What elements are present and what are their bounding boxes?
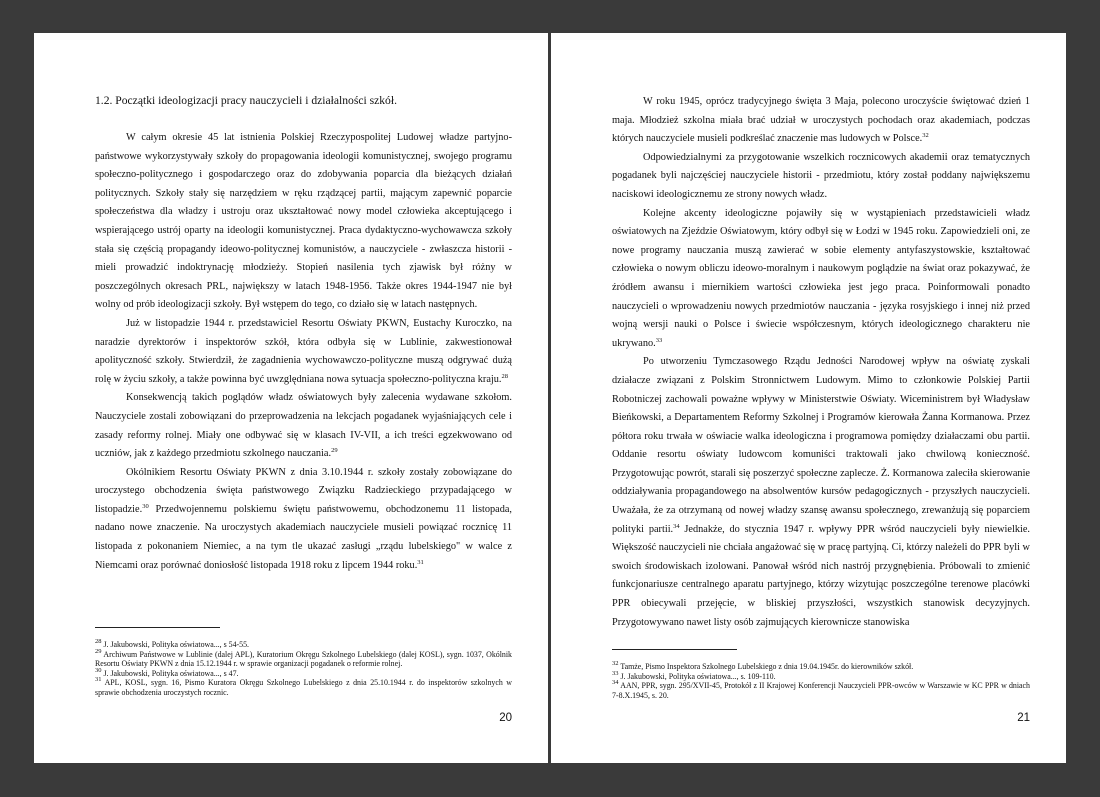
left-body-text	[95, 129, 512, 575]
paragraph: Odpowiedzialnymi za przygotowanie wszelkich rocznicowych akademii oraz tematycznych pogadanek byli najczęściej nauczyciele historii - przedmiotu, który został poddany największemu naciskowi ideologicznemu ze strony nowych władz.	[612, 151, 1030, 200]
footnote-ref[interactable]: 32	[922, 132, 929, 140]
page-number: 21	[1017, 712, 1030, 724]
right-body-text	[612, 93, 1030, 632]
paragraph: Konsekwencją takich poglądów władz oświatowych były zalecenia wydawane szkołom. Nauczyciele zostali zobowiązani do przeprowadzenia na lekcjach pogadanek wyjaśniających cele i zasady reformy rolnej. Miały one odbywać się w klasach IV-VII, a ich treści egzekwowano od uczniów, jak z każdego przedmiotu szkolnego nauczania.$^{29}$	[95, 392, 512, 460]
left-page	[34, 33, 548, 763]
section-heading: 1.2. Początki ideologizacji pracy nauczycieli i działalności szkół.	[95, 94, 397, 107]
paragraph: W roku 1945, oprócz tradycyjnego święta 3 Maja, polecono uroczyście świętować dzień 1 maja. Młodzież szkolna miała brać udział w uroczystych pochodach oraz akademiach, podczas których nauczyciele musieli podkreślać znaczenie mas ludowych w Polsce.$^{32}$	[612, 96, 1030, 145]
footnote: $^{34}$ AAN, PPR, sygn. 295/XVII-45, Protokół z II Krajowej Konferencji Nauczycieli PPR-owców w Warszawie w KC PPR w dniach 7-8.X.1945, s. 20.	[612, 679, 1030, 700]
paragraph: Okólnikiem Resortu Oświaty PKWN z dnia 3.10.1944 r. szkoły zostały zobowiązane do uroczystego obchodzenia święta państwowego Związku Radzieckiego przypadającego w listopadzie.$^{30}$ Przedwojennemu polskiemu świętu państwowemu, obchodzonemu 11 listopada, nadano nowe znaczenie. Na uroczystych akademiach nauczyciele musieli powiązać rocznicę 11 listopada z pokonaniem Niemiec, a na tym tle ukazać zasługi „rządu lubelskiego" w walce z Niemcami oraz porównać doniosłość listopada 1918 roku z lipcem 1944 roku.$^{31}$	[95, 466, 512, 571]
paragraph: W całym okresie 45 lat istnienia Polskiej Rzeczypospolitej Ludowej władze partyjno-państwowe wykorzystywały szkoły do propagowania ideologii komunistycznej, swojego programu społeczno-politycznego i gospodarczego oraz do zdobywania poparcia dla bieżących działań politycznych. Szkoły stały się narzędziem w ręku rządzącej partii, mającym zapewnić poparcie społeczeństwa dla władzy i ustroju oraz ukształtować nowy model człowieka akceptującego i wspierającego ustrój oparty na ideologii komunistycznej. Praca dydaktyczno-wychowawcza szkoły stała się częścią propagandy ideowo-politycznej komunistów, a nauczyciele - zwłaszcza historii - mieli prowadzić indoktrynację młodzieży. Stopień nasilenia tych zjawisk był różny w poszczególnych okresach PRL, największy w latach 1948-1956. Także okres 1944-1947 nie był wolny od prób ideologizacji szkoły. Był wstępem do tego, co działo się w latach następnych.	[95, 132, 512, 311]
right-footnotes	[612, 649, 1030, 700]
footnote: $^{32}$ Tamże, Pismo Inspektora Szkolnego Lubelskiego z dnia 19.04.1945r. do kierowników szkół.	[612, 660, 914, 671]
footnote: $^{29}$ Archiwum Państwowe w Lublinie (dalej APL), Kuratorium Okręgu Szkolnego Lubelskiego (dalej KOSL), sygn. 1037, Okólnik Resortu Oświaty PKWN z dnia 15.12.1944 r. w sprawie organizacji pogadanek o reformie rolnej.	[95, 647, 512, 669]
footnote-ref[interactable]: 34	[673, 522, 680, 530]
footnote-divider	[95, 627, 220, 628]
footnote: $^{31}$ APL, KOSL, sygn. 16, Pismo Kuratora Okręgu Szkolnego Lubelskiego z dnia 25.10.1944 r. do inspektorów szkolnych w sprawie obchodzenia uroczystych rocznic.	[95, 676, 512, 697]
right-page	[551, 33, 1066, 763]
footnote: $^{28}$ J. Jakubowski, Polityka oświatowa..., s 54-55.	[95, 638, 250, 649]
left-footnotes	[95, 627, 512, 698]
paragraph: Już w listopadzie 1944 r. przedstawiciel Resortu Oświaty PKWN, Eustachy Kuroczko, na naradzie dyrektorów i inspektorów szkół, która odbyła się w Lublinie, zakwestionował apolityczność szkoły. Stwierdził, że zagadnienia wychowawczo-polityczne muszą odgrywać dużą rolę w życiu szkoły, a także powinna być uwzględniana nowa sytuacja społeczno-polityczna kraju.$^{28}$	[95, 317, 512, 385]
footnote-ref[interactable]: 29	[331, 447, 338, 455]
footnote-ref[interactable]: 30	[142, 502, 149, 510]
footnote: $^{30}$ J. Jakubowski, Polityka oświatowa..., s 47.	[95, 666, 239, 678]
paragraph: Kolejne akcenty ideologiczne pojawiły się w wystąpieniach przedstawicieli władz oświatowych na Zjeździe Oświatowym, który odbył się w Łodzi w 1945 roku. Zapowiedzieli oni, ze nowe programy nauczania muszą zawierać w sobie elementy antyfaszystowskie, kształtować człowieka o nowym obliczu ideowo-moralnym i naukowym poglądzie na świat oraz pokazywać, że źródłem awansu i miernikiem wartości człowieka jest jego praca. Poinformowali ponadto nauczycieli o wprowadzeniu nowych przedmiotów nauczania - języka rosyjskiego i innej niż przed wojną wersji nauki o Polsce i świecie współczesnym, których ideologicznego charakteru nie ukrywano.$^{33}$	[612, 207, 1030, 349]
footnote-ref[interactable]: 31	[417, 558, 424, 566]
footnote-ref[interactable]: 28	[501, 372, 508, 380]
footnote-ref[interactable]: 33	[655, 336, 663, 344]
paragraph: Po utworzeniu Tymczasowego Rządu Jedności Narodowej wpływ na oświatę zyskali działacze związani z Polskim Stronnictwem Ludowym. Mimo to członkowie Polskiej Partii Robotniczej zachowali poważne wpływy w Ministerstwie Oświaty. Wiceministrem był Władysław Bieńkowski, a Departamentem Reformy Szkolnej i Programów kierowała Żanna Kormanowa. Przez półtora roku trwała w oświacie walka ideologiczna i programowa pomiędzy działaczami obu partii. Oddanie resortu oświaty ludowcom komuniści traktowali jako chwilową konieczność. Przygotowując powrót, starali się poszerzyć społeczne zaplecze. Ż. Kormanowa zaleciła skierowanie oddziaływania propagandowego na absolwentów kursów pedagogicznych - przyszłych nauczycieli. Uważała, że za otrzymaną od nowej władzy szansę awansu społecznego, zrewanżują się poparciem polityki partii.$^{34}$ Jednakże, do stycznia 1947 r. wpływy PPR wśród nauczycieli były niewielkie. Większość nauczycieli nie chciała angażować się w pracę partyjną. Ci, którzy należeli do PPR byli w swoich środowiskach izolowani. Panował wśród nich nastrój przygnębienia. Próbowali to zmienić funkcjonariusze centralnego aparatu partyjnego, którzy wizytując poszczególne terenowe placówki PPR obiecywali przejęcie, w bliskiej przyszłości, wszystkich stanowisk decyzyjnych. Przygotowywano nawet listy osób zajmujących kierownicze stanowiska	[612, 356, 1030, 628]
footnote: $^{33}$ J. Jakubowski, Polityka oświatowa..., s. 109-110.	[612, 669, 776, 681]
footnote-divider	[612, 649, 737, 650]
page-number: 20	[499, 712, 512, 724]
